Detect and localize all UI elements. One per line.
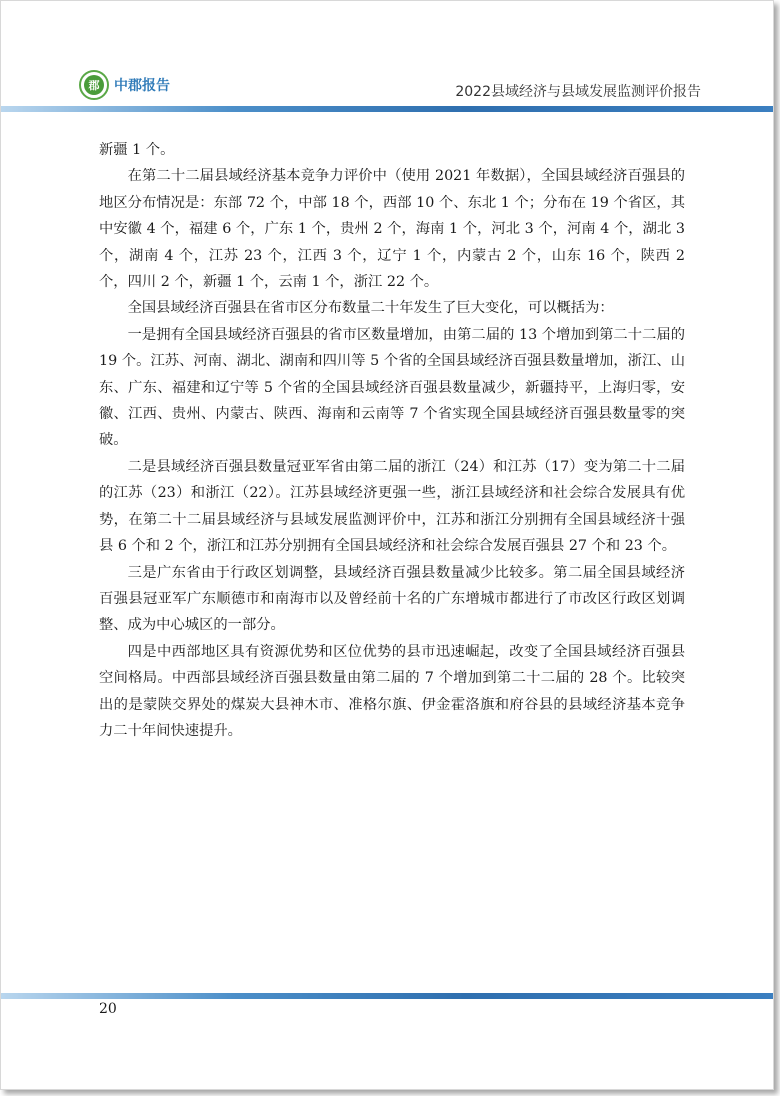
logo-emblem-character: 郡 (84, 75, 104, 95)
logo-text: 中郡报告 (114, 78, 170, 94)
paragraph: 四是中西部地区具有资源优势和区位优势的县市迅速崛起，改变了全国县域经济百强县空间格局。中西部县域经济百强县数量由第二届的 7 个增加到第二十二届的 28 个。比较突出的是蒙陕交界处的煤炭大县神木市、准格尔旗、伊金霍洛旗和府谷县的县域经济基本竞争力二十年间快速提升。 (99, 643, 685, 739)
body-text (99, 137, 685, 744)
paragraph: 一是拥有全国县域经济百强县的省市区数量增加，由第二届的 13 个增加到第二十二届的 19 个。江苏、河南、湖北、湖南和四川等 5 个省的全国县域经济百强县数量增加，浙江、山东、广东、福建和辽宁等 5 个省的全国县域经济百强县数量减少，新疆持平，上海归零，安徽、江西、贵州、内蒙古、陕西、海南和云南等 7 个省实现全国县域经济百强县数量零的突破。 (99, 326, 685, 449)
paragraph: 三是广东省由于行政区划调整，县域经济百强县数量减少比较多。第二届全国县域经济百强县冠亚军广东顺德市和南海市以及曾经前十名的广东增城市都进行了市改区行政区划调整、成为中心城区的一部分。 (99, 564, 685, 634)
header-divider (1, 106, 773, 112)
footer-divider (1, 993, 773, 999)
header-logo (79, 70, 170, 100)
logo-emblem-icon (79, 70, 109, 100)
running-header-title: 2022县域经济与县域发展监测评价报告 (455, 84, 701, 100)
paragraph-continuation: 新疆 1 个。 (99, 142, 175, 158)
paragraph: 在第二十二届县域经济基本竞争力评价中（使用 2021 年数据），全国县域经济百强县的地区分布情况是：东部 72 个，中部 18 个，西部 10 个、东北 1 个；分布在 19 个省区，其中安徽 4 个，福建 6 个，广东 1 个，贵州 2 个，海南 1 个，河北 3 个，河南 4 个，湖北 3 个，湖南 4 个，江苏 23 个，江西 3 个，辽宁 1 个，内蒙古 2 个，山东 16 个，陕西 2 个，四川 2 个，新疆 1 个，云南 1 个，浙江 22 个。 (99, 168, 685, 291)
paragraph: 二是县域经济百强县数量冠亚军省由第二届的浙江（24）和江苏（17）变为第二十二届的江苏（23）和浙江（22）。江苏县域经济更强一些，浙江县域经济和社会综合发展具有优势，在第二十二届县域经济与县域发展监测评价中，江苏和浙江分别拥有全国县域经济十强县 6 个和 2 个，浙江和江苏分别拥有全国县域经济和社会综合发展百强县 27 个和 23 个。 (99, 458, 685, 555)
page-number: 20 (99, 1001, 117, 1017)
paragraph: 全国县域经济百强县在省市区分布数量二十年发生了巨大变化，可以概括为： (127, 300, 614, 317)
